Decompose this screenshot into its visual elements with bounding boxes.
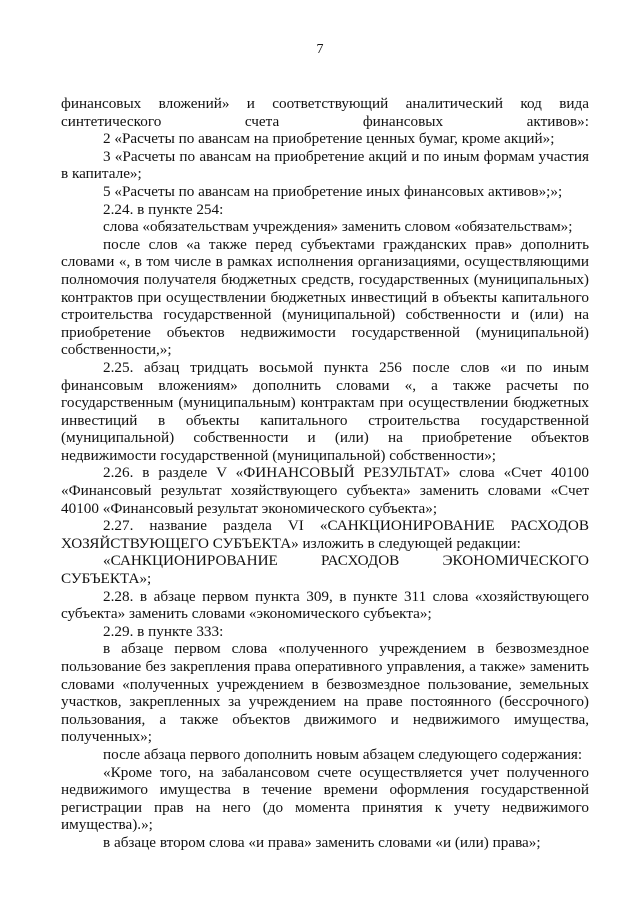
paragraph: после абзаца первого дополнить новым абзацем следующего содержания: xyxy=(103,745,583,763)
paragraph: 2 «Расчеты по авансам на приобретение ценных бумаг, кроме акций»; xyxy=(103,130,555,148)
paragraph: после слов «а также перед субъектами гражданских прав» дополнить словами «, в том числе в рамках исполнения организациями, осуществляющими полномочия получателя бюджетных средств, государственных (муниципальных) контрактов при осуществлении бюджетных инвестиций в объекты капитального строительства государственной (муниципальной) собственности и (или) на приобретение объектов недвижимости государственной (муниципальной) собственности,»; xyxy=(61,235,589,359)
document-body xyxy=(61,95,589,852)
paragraph: 2.29. в пункте 333: xyxy=(103,622,224,640)
paragraph: «Кроме того, на забалансовом счете осуществляется учет полученного недвижимого имущества в течение времени оформления государственной регистрации прав на него (до момента принятия к учету недвижимого имущества).»; xyxy=(61,763,589,834)
paragraph: 2.26. в разделе V «ФИНАНСОВЫЙ РЕЗУЛЬТАТ» слова «Счет 40100 «Финансовый результат хозяйствующего субъекта» заменить словами «Счет 40100 «Финансовый результат экономического субъекта»; xyxy=(61,464,589,517)
paragraph: 2.24. в пункте 254: xyxy=(103,200,224,218)
paragraph: слова «обязательствам учреждения» заменить словом «обязательствам»; xyxy=(103,218,573,236)
paragraph: финансовых вложений» и соответствующий аналитический код вида синтетического счета финансовых активов»: xyxy=(61,95,589,130)
paragraph: 3 «Расчеты по авансам на приобретение акций и по иным формам участия в капитале»; xyxy=(61,147,589,183)
page-number: 7 xyxy=(316,42,324,57)
paragraph: в абзаце первом слова «полученного учреждением в безвозмездное пользование без закрепления права оперативного управления, а также» заменить словами «полученных учреждением в безвозмездное пользование, земельных участков, закрепленных за учреждением на праве постоянного (бессрочного) пользования, а также объектов движимого и недвижимого имущества, полученных»; xyxy=(61,640,589,746)
paragraph: в абзаце втором слова «и права» заменить словами «и (или) права»; xyxy=(103,833,541,851)
paragraph: 5 «Расчеты по авансам на приобретение иных финансовых активов»;»; xyxy=(103,182,563,200)
paragraph: 2.27. название раздела VI «САНКЦИОНИРОВАНИЕ РАСХОДОВ ХОЗЯЙСТВУЮЩЕГО СУБЪЕКТА» изложить в следующей редакции: xyxy=(61,517,589,552)
paragraph: «САНКЦИОНИРОВАНИЕ РАСХОДОВ ЭКОНОМИЧЕСКОГО СУБЪЕКТА»; xyxy=(61,552,589,588)
paragraph: 2.25. абзац тридцать восьмой пункта 256 после слов «и по иным финансовым вложениям» дополнить словами «, а также расчеты по государственным (муниципальным) контрактам при осуществлении бюджетных инвестиций в объекты капитального строительства государственной (муниципальной) собственности и (или) на приобретение объектов недвижимости государственной (муниципальной) собственности»; xyxy=(61,358,589,464)
paragraph: 2.28. в абзаце первом пункта 309, в пункте 311 слова «хозяйствующего субъекта» заменить словами «экономического субъекта»; xyxy=(61,587,589,623)
